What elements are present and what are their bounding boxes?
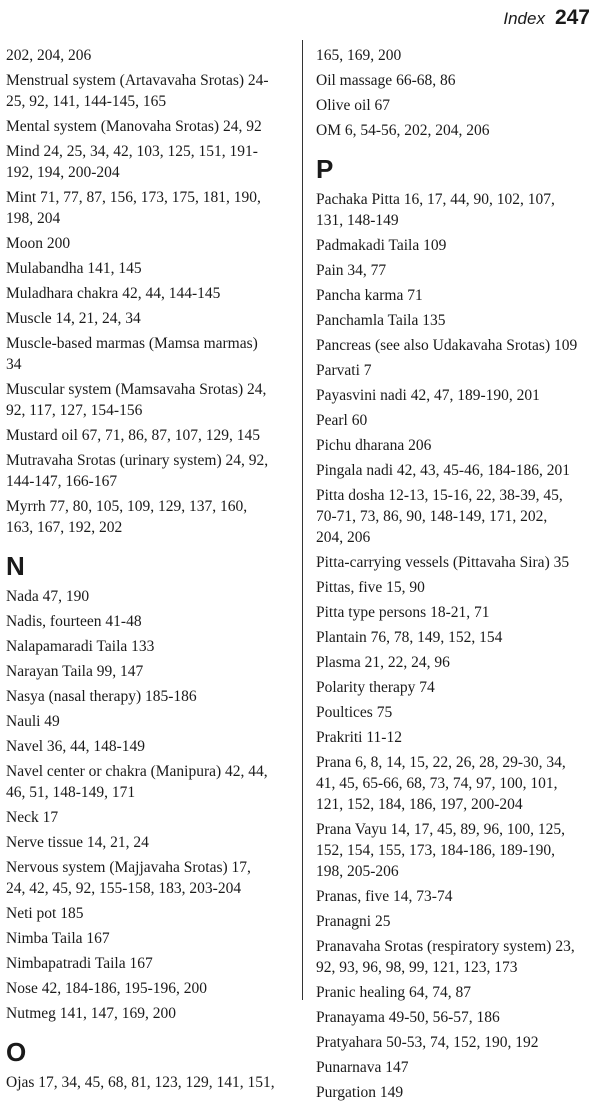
index-entry-line: Mustard oil 67, 71, 86, 87, 107, 129, 145 [6, 427, 261, 444]
index-entry-line: Mulabandha 141, 145 [6, 260, 142, 277]
index-entry [316, 577, 595, 598]
index-entry-line: 70-71, 73, 86, 90, 148-149, 171, 202, [316, 508, 548, 525]
index-entry [316, 936, 595, 978]
index-entry-line: Prana 6, 8, 14, 15, 22, 26, 28, 29-30, 34, [316, 754, 566, 771]
index-entry-line: Pitta dosha 12-13, 15-16, 22, 38-39, 45, [316, 487, 563, 504]
index-entry [316, 552, 595, 573]
index-column-left [6, 45, 288, 1097]
index-entry [316, 485, 595, 548]
index-letter-heading: P [316, 154, 334, 184]
index-entry-line: Pachaka Pitta 16, 17, 44, 90, 102, 107, [316, 191, 555, 208]
index-entry-line: Plantain 76, 78, 149, 152, 154 [316, 629, 503, 646]
index-entry [6, 978, 288, 999]
running-head [503, 6, 590, 30]
index-entry [316, 189, 595, 231]
index-entry-line: Pitta type persons 18-21, 71 [316, 604, 490, 621]
index-entry-line: Plasma 21, 22, 24, 96 [316, 654, 450, 671]
index-entry-line: Nada 47, 190 [6, 588, 90, 605]
index-entry-line: 165, 169, 200 [316, 47, 402, 64]
index-entry-line: Nauli 49 [6, 713, 60, 730]
index-entry-line: Payasvini nadi 42, 47, 189-190, 201 [316, 387, 540, 404]
index-entry [6, 45, 288, 66]
index-entry-line: 24, 42, 45, 92, 155-158, 183, 203-204 [6, 880, 242, 897]
index-entry-line: Nervous system (Majjavaha Srotas) 17, [6, 859, 251, 876]
index-entry-line: 163, 167, 192, 202 [6, 519, 123, 536]
index-entry [316, 460, 595, 481]
index-entry [316, 627, 595, 648]
index-entry-line: Prakriti 11-12 [316, 729, 402, 746]
index-entry-line: Nimbapatradi Taila 167 [6, 955, 153, 972]
index-entry-line: Nadis, fourteen 41-48 [6, 613, 142, 630]
index-entry [316, 1007, 595, 1028]
index-entry-line: Navel 36, 44, 148-149 [6, 738, 146, 755]
index-entry-line: Muscle-based marmas (Mamsa marmas) [6, 335, 258, 352]
index-entry-line: Panchamla Taila 135 [316, 312, 446, 329]
index-entry [316, 435, 595, 456]
index-entry [316, 95, 595, 116]
index-entry [316, 602, 595, 623]
index-entry [6, 736, 288, 757]
index-entry-line: 144-147, 166-167 [6, 473, 118, 490]
index-entry [6, 496, 288, 538]
index-entry-line: 192, 194, 200-204 [6, 164, 120, 181]
index-entry [6, 70, 288, 112]
index-entry [316, 385, 595, 406]
index-entry-line: Neck 17 [6, 809, 59, 826]
index-entry [316, 360, 595, 381]
index-entry-line: Pranayama 49-50, 56-57, 186 [316, 1009, 500, 1026]
index-entry-line: Navel center or chakra (Manipura) 42, 44, [6, 763, 268, 780]
index-entry [6, 857, 288, 899]
index-entry-line: Pratyahara 50-53, 74, 152, 190, 192 [316, 1034, 539, 1051]
index-entry-line: Pranavaha Srotas (respiratory system) 23, [316, 938, 575, 955]
index-entry [6, 636, 288, 657]
index-entry [316, 702, 595, 723]
index-entry-line: Menstrual system (Artavavaha Srotas) 24- [6, 72, 269, 89]
index-entry [316, 677, 595, 698]
index-entry [316, 819, 595, 882]
index-entry [6, 761, 288, 803]
index-entry-line: 41, 45, 65-66, 68, 73, 74, 97, 100, 101, [316, 775, 558, 792]
index-entry-line: 204, 206 [316, 529, 371, 546]
index-entry-line: 152, 154, 155, 173, 184-186, 189-190, [316, 842, 555, 859]
index-entry [6, 308, 288, 329]
index-entry-line: Moon 200 [6, 235, 71, 252]
index-entry-line: Mutravaha Srotas (urinary system) 24, 92, [6, 452, 269, 469]
index-entry-line: Punarnava 147 [316, 1059, 409, 1076]
index-entry-line: Myrrh 77, 80, 105, 109, 129, 137, 160, [6, 498, 248, 515]
index-entry [6, 953, 288, 974]
index-entry [6, 807, 288, 828]
index-entry-line: Padmakadi Taila 109 [316, 237, 447, 254]
index-entry [316, 886, 595, 907]
index-entry [6, 1072, 288, 1093]
index-entry [6, 928, 288, 949]
index-entry-line: Mental system (Manovaha Srotas) 24, 92 [6, 118, 262, 135]
index-entry-line: Nalapamaradi Taila 133 [6, 638, 155, 655]
index-entry [316, 235, 595, 256]
index-entry-line: Pain 34, 77 [316, 262, 387, 279]
index-entry-line: Oil massage 66-68, 86 [316, 72, 456, 89]
index-entry-line: Neti pot 185 [6, 905, 84, 922]
index-entry-line: Pancreas (see also Udakavaha Srotas) 109 [316, 337, 578, 354]
index-entry [6, 611, 288, 632]
index-entry [316, 310, 595, 331]
index-entry-line: Poultices 75 [316, 704, 393, 721]
index-entry [316, 70, 595, 91]
index-entry-line: 202, 204, 206 [6, 47, 92, 64]
section-title: Index [503, 9, 545, 28]
index-entry [316, 335, 595, 356]
index-letter-heading: N [6, 551, 25, 581]
index-entry [6, 903, 288, 924]
index-entry-line: Nutmeg 141, 147, 169, 200 [6, 1005, 177, 1022]
index-entry-line: Ojas 17, 34, 45, 68, 81, 123, 129, 141, 151, [6, 1074, 275, 1091]
index-entry [316, 752, 595, 815]
index-entry-line: Purgation 149 [316, 1084, 404, 1101]
index-entry [316, 120, 595, 141]
index-entry [6, 379, 288, 421]
index-entry [316, 911, 595, 932]
index-entry [6, 333, 288, 375]
index-entry-line: Pranic healing 64, 74, 87 [316, 984, 471, 1001]
index-entry-line: Pingala nadi 42, 43, 45-46, 184-186, 201 [316, 462, 571, 479]
index-entry [316, 727, 595, 748]
index-entry-line: Pranas, five 14, 73-74 [316, 888, 453, 905]
index-entry [6, 258, 288, 279]
column-divider [302, 40, 303, 1000]
page-number: 247 [554, 6, 590, 29]
index-entry-line: Nerve tissue 14, 21, 24 [6, 834, 149, 851]
index-entry [6, 141, 288, 183]
index-entry [316, 260, 595, 281]
index-entry [6, 187, 288, 229]
index-entry-line: Mind 24, 25, 34, 42, 103, 125, 151, 191- [6, 143, 258, 160]
index-entry-line: 198, 205-206 [316, 863, 399, 880]
index-entry [6, 283, 288, 304]
index-entry-line: 131, 148-149 [316, 212, 399, 229]
index-entry-line: Nose 42, 184-186, 195-196, 200 [6, 980, 208, 997]
index-entry-line: Muscle 14, 21, 24, 34 [6, 310, 141, 327]
index-entry-line: OM 6, 54-56, 202, 204, 206 [316, 122, 490, 139]
index-entry [316, 45, 595, 66]
index-entry [6, 711, 288, 732]
index-entry-line: Pearl 60 [316, 412, 368, 429]
index-entry-line: Pittas, five 15, 90 [316, 579, 425, 596]
index-entry-line: Narayan Taila 99, 147 [6, 663, 144, 680]
index-entry-line: Muscular system (Mamsavaha Srotas) 24, [6, 381, 267, 398]
index-letter-heading: O [6, 1037, 27, 1067]
index-entry-line: 25, 92, 141, 144-145, 165 [6, 93, 167, 110]
index-entry-line: Pichu dharana 206 [316, 437, 432, 454]
index-entry-line: 198, 204 [6, 210, 61, 227]
index-entry-line: Nasya (nasal therapy) 185-186 [6, 688, 197, 705]
index-entry-line: Pitta-carrying vessels (Pittavaha Sira) 35 [316, 554, 570, 571]
index-entry [6, 116, 288, 137]
index-entry [6, 686, 288, 707]
index-entry [316, 1082, 595, 1103]
index-entry-line: Parvati 7 [316, 362, 372, 379]
index-entry-line: 46, 51, 148-149, 171 [6, 784, 136, 801]
index-entry-line: 121, 152, 184, 186, 197, 200-204 [316, 796, 523, 813]
index-entry [6, 832, 288, 853]
index-entry-line: Olive oil 67 [316, 97, 391, 114]
index-entry [6, 450, 288, 492]
index-entry-line: Pancha karma 71 [316, 287, 423, 304]
index-entry-line: 92, 93, 96, 98, 99, 121, 123, 173 [316, 959, 518, 976]
index-entry-line: Pranagni 25 [316, 913, 391, 930]
index-entry-line: Nimba Taila 167 [6, 930, 110, 947]
index-entry [316, 1057, 595, 1078]
index-entry [316, 1032, 595, 1053]
index-entry-line: Prana Vayu 14, 17, 45, 89, 96, 100, 125, [316, 821, 565, 838]
index-entry [6, 586, 288, 607]
index-entry [6, 1003, 288, 1024]
index-entry-line: Polarity therapy 74 [316, 679, 435, 696]
index-entry-line: Mint 71, 77, 87, 156, 173, 175, 181, 190, [6, 189, 261, 206]
index-entry-line: Muladhara chakra 42, 44, 144-145 [6, 285, 221, 302]
index-entry [316, 410, 595, 431]
index-entry-line: 34 [6, 356, 22, 373]
index-entry [6, 661, 288, 682]
index-entry [6, 425, 288, 446]
index-entry [6, 233, 288, 254]
index-entry [316, 652, 595, 673]
index-column-right [316, 45, 595, 1107]
index-entry-line: 92, 117, 127, 154-156 [6, 402, 143, 419]
index-entry [316, 285, 595, 306]
